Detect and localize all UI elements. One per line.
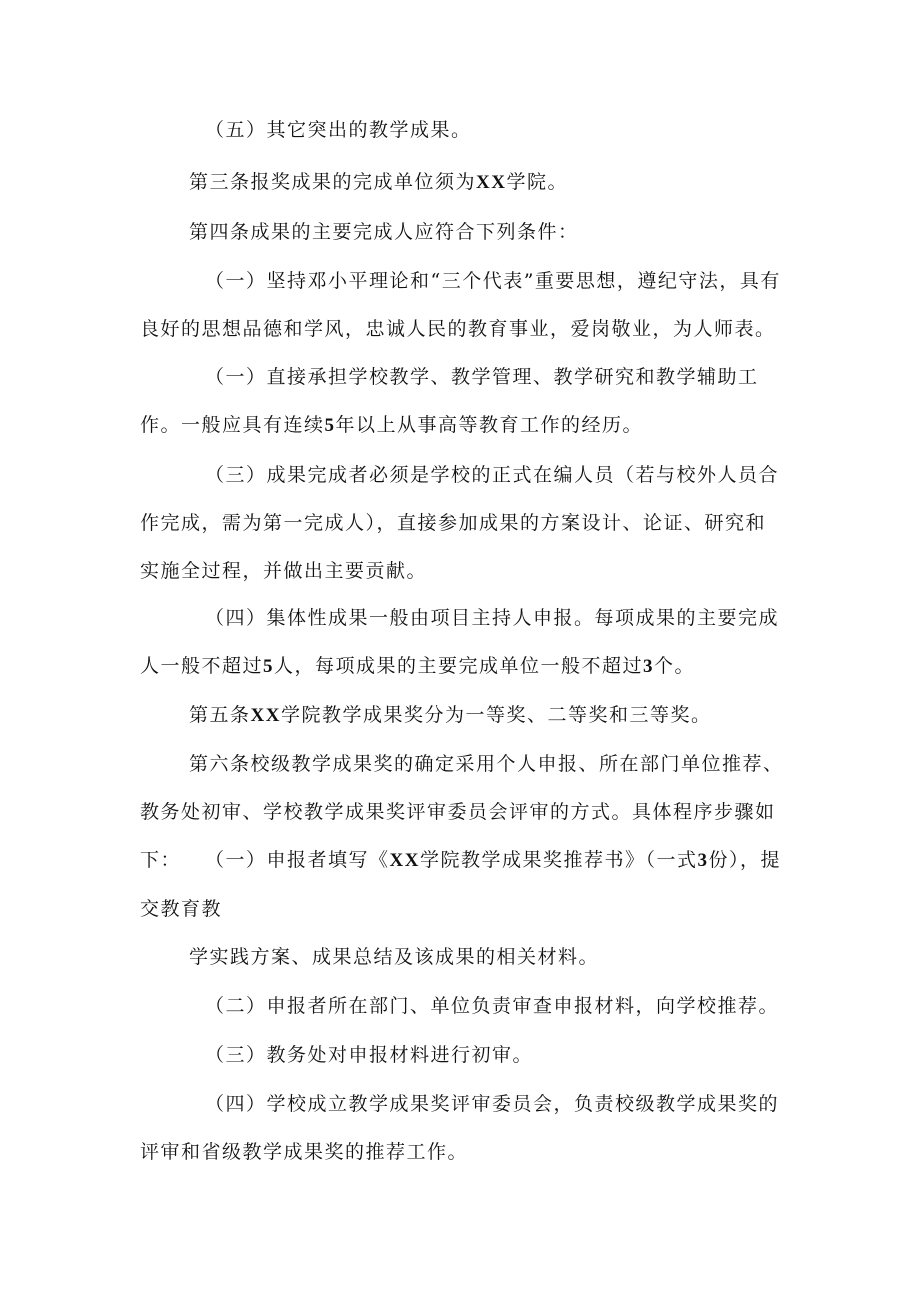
- paragraph-procedure-2: （二）申报者所在部门、单位负责审查申报材料，向学校推荐。: [205, 995, 780, 1017]
- paragraph-article-3: 第三条报奖成果的完成单位须为XX学院。: [189, 171, 568, 193]
- paragraph-procedure-1-continued: 学实践方案、成果总结及该成果的相关材料。: [189, 946, 600, 968]
- paragraph-article-6: 第六条校级教学成果奖的确定采用个人申报、所在部门单位推荐、教务处初审、学校教学成果奖评审委员会评审的方式。具体程序步骤如下：: [140, 753, 784, 871]
- paragraph-procedure-4: （四）学校成立教学成果奖评审委员会，负责校级教学成果奖的评审和省级教学成果奖的推荐工作。: [140, 1093, 780, 1163]
- paragraph-condition-2: （一）直接承担学校教学、教学管理、教学研究和教学辅助工作。一般应具有连续5年以上从事高等教育工作的经历。: [140, 366, 759, 436]
- paragraph-condition-1: （一）坚持邓小平理论和“三个代表”重要思想，遵纪守法，具有良好的思想品德和学风，忠诚人民的教育事业，爱岗敬业，为人师表。: [140, 270, 781, 340]
- paragraph-other-achievements: （五）其它突出的教学成果。: [205, 119, 472, 141]
- paragraph-article-5: 第五条XX学院教学成果奖分为一等奖、二等奖和三等奖。: [189, 704, 712, 726]
- paragraph-condition-4: （四）集体性成果一般由项目主持人申报。每项成果的主要完成人一般不超过5人，每项成果的主要完成单位一般不超过3个。: [140, 607, 780, 677]
- paragraph-procedure-1: （一）申报者填写《XX学院教学成果奖推荐书》（一式3份），提交教育教: [140, 849, 781, 920]
- paragraph-procedure-3: （三）教务处对申报材料进行初审。: [205, 1044, 534, 1066]
- paragraph-article-4: 第四条成果的主要完成人应符合下列条件：: [189, 221, 579, 243]
- paragraph-condition-3: （三）成果完成者必须是学校的正式在编人员（若与校外人员合作完成，需为第一完成人），直接参加成果的方案设计、论证、研究和实施全过程，并做出主要贡献。: [140, 464, 780, 582]
